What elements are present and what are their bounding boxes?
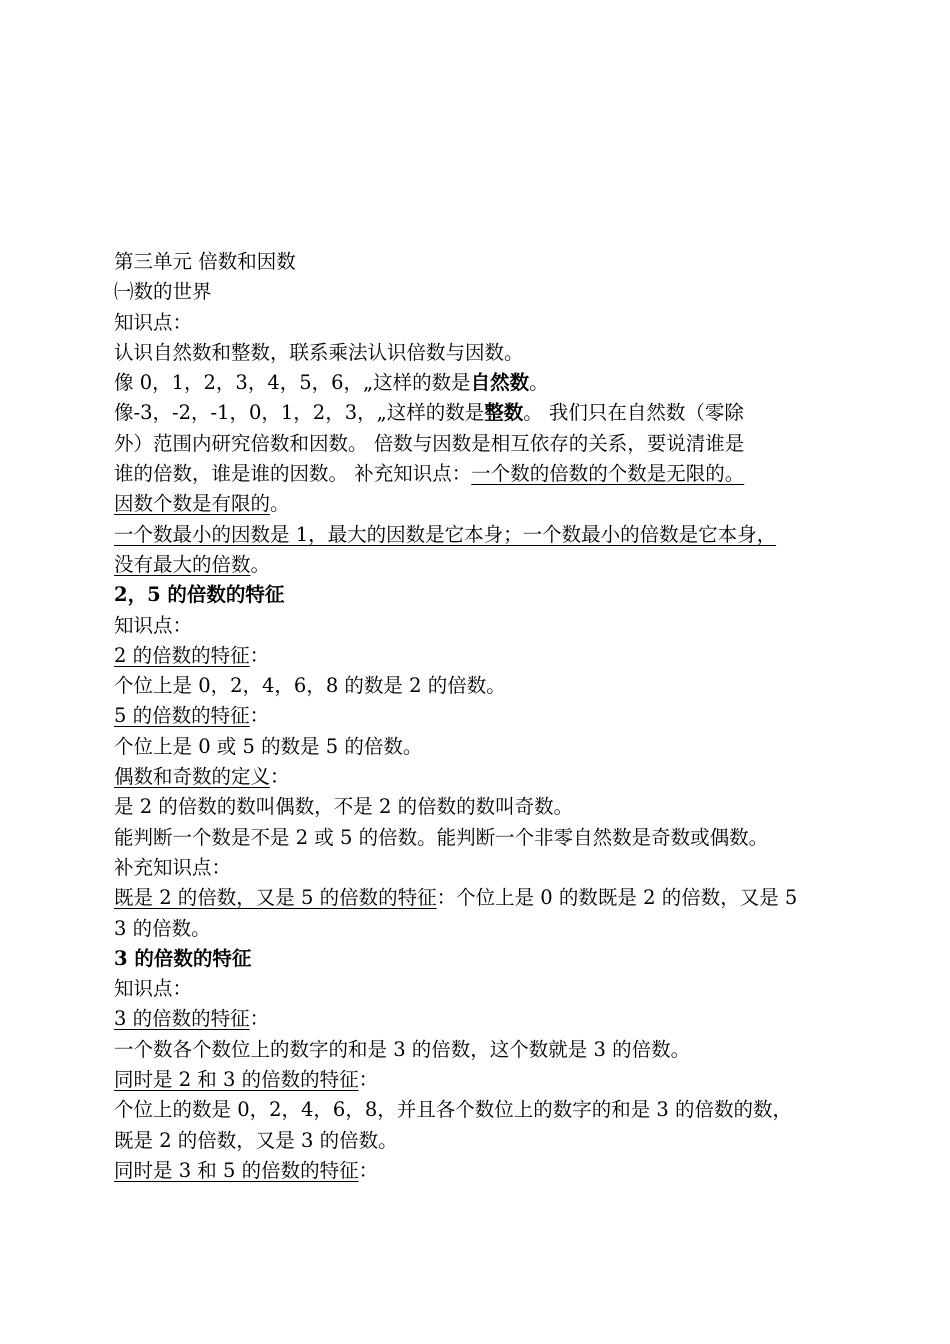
underlined-text: 因数个数是有限的 [114, 492, 271, 516]
text-line: 个位上的数是 0，2，4，6，8，并且各个数位上的数字的和是 3 的倍数的数， [114, 1098, 793, 1122]
text-segment: 谁的倍数，谁是谁的因数。 补充知识点： [114, 462, 472, 486]
text-line [114, 398, 874, 428]
text-segment: ： [249, 704, 270, 728]
section-heading: 2，5 的倍数的特征 [114, 583, 285, 607]
text-line: 3 的倍数。 [114, 916, 211, 940]
text-line: 是 2 的倍数的数叫偶数，不是 2 的倍数的数叫奇数。 [114, 795, 574, 819]
text-line [114, 883, 874, 913]
text-segment: 。 [270, 492, 290, 516]
text-line: 个位上是 0 或 5 的数是 5 的倍数。 [114, 734, 423, 758]
text-segment: 像-3，-2，-1，0，1，2，3，„这样的数是 [114, 401, 485, 425]
text-line [114, 459, 874, 489]
text-segment: ：个位上是 0 的数既是 2 的倍数，又是 5 [436, 886, 798, 910]
underlined-text: 3 的倍数的特征 [114, 1007, 250, 1031]
document-body [114, 247, 874, 1186]
text-line [114, 1156, 874, 1186]
underlined-text: 同时是 3 和 5 的倍数的特征 [114, 1158, 359, 1182]
text-line [114, 1004, 874, 1034]
text-segment: ： [358, 1158, 379, 1182]
text-line: 一个数各个数位上的数字的和是 3 的倍数，这个数就是 3 的倍数。 [114, 1037, 691, 1061]
underlined-text: 一个数最小的因数是 1，最大的因数是它本身；一个数最小的倍数是它本身， [114, 522, 777, 546]
underlined-text: 偶数和奇数的定义 [114, 765, 271, 789]
underlined-text: 没有最大的倍数 [114, 552, 251, 576]
underlined-text: 同时是 2 和 3 的倍数的特征 [114, 1068, 359, 1092]
text-segment: ： [358, 1068, 379, 1092]
text-segment: 像 0，1，2，3，4，5，6，„这样的数是 [114, 371, 471, 395]
text-line [114, 641, 874, 671]
text-segment: 。 我们只在自然数（零除 [523, 401, 744, 425]
text-line: 知识点： [114, 310, 193, 334]
text-segment: ： [249, 643, 270, 667]
text-line [114, 762, 874, 792]
text-line: 知识点： [114, 977, 193, 1001]
text-line: 认识自然数和整数，联系乘法认识倍数与因数。 [114, 340, 524, 364]
text-line: 个位上是 0，2，4，6，8 的数是 2 的倍数。 [114, 674, 506, 698]
text-line: 能判断一个数是不是 2 或 5 的倍数。能判断一个非零自然数是奇数或偶数。 [114, 825, 769, 849]
text-segment: 。 [529, 371, 549, 395]
text-line: 既是 2 的倍数，又是 3 的倍数。 [114, 1128, 398, 1152]
text-segment: ： [270, 765, 290, 789]
text-line [114, 520, 874, 550]
text-line: 补充知识点： [114, 855, 232, 879]
underlined-text: 5 的倍数的特征 [114, 704, 250, 728]
text-line: ㈠数的世界 [114, 280, 212, 304]
underlined-text: 2 的倍数的特征 [114, 643, 250, 667]
underlined-text: 一个数的倍数的个数是无限的。 [471, 462, 745, 486]
text-line [114, 550, 874, 580]
text-line: 第三单元 倍数和因数 [114, 250, 296, 273]
bold-term: 整数 [484, 401, 524, 425]
text-segment: 。 [250, 552, 271, 576]
text-line [114, 1065, 874, 1095]
text-line [114, 489, 874, 519]
text-line: 外）范围内研究倍数和因数。 倍数与因数是相互依存的关系，要说清谁是 [114, 431, 745, 455]
underlined-text: 既是 2 的倍数，又是 5 的倍数的特征 [114, 886, 437, 910]
text-segment: ： [249, 1007, 270, 1031]
text-line [114, 701, 874, 731]
text-line [114, 368, 874, 398]
bold-term: 自然数 [470, 371, 530, 395]
section-heading: 3 的倍数的特征 [114, 946, 252, 970]
text-line: 知识点： [114, 613, 193, 637]
